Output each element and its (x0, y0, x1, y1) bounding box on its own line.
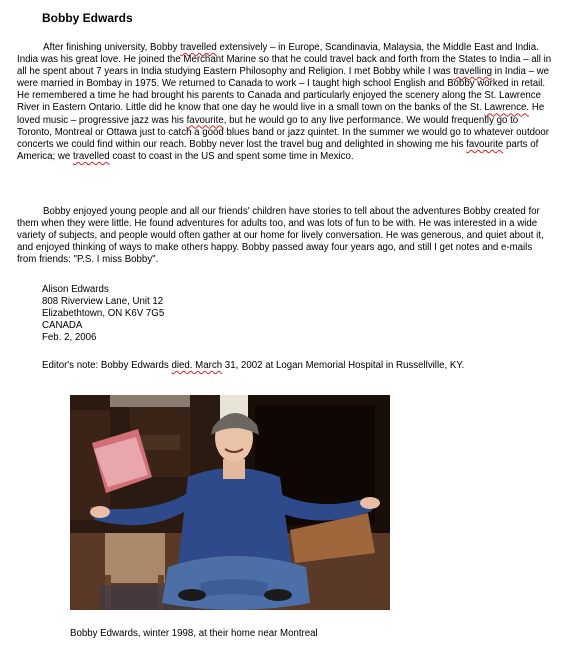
text-run: After finishing university, Bobby (43, 42, 181, 53)
paragraph-1 (17, 42, 553, 163)
text-run: Editor's note: Bobby Edwards (42, 360, 172, 371)
photo-caption: Bobby Edwards, winter 1998, at their home near Montreal (70, 628, 318, 639)
signature-date: Feb. 2, 2006 (42, 332, 97, 344)
signature-name: Alison Edwards (42, 284, 109, 295)
misspelled-word[interactable]: favourite (186, 114, 224, 126)
misspelled-word[interactable]: travelled (73, 150, 110, 162)
misspelled-word[interactable]: travelled (180, 42, 217, 53)
text-run: parts of America; we (17, 138, 539, 162)
text-run: , but he would go to any live performance. We would frequently go to Toronto, Montreal or Ottawa just to catch a good blues band or jazz quintet. In the summer we would go to whatever outdoor concerts we could find within our reach. Bobby never lost the travel bug and delighted in showing me his (17, 114, 550, 150)
text-run: extensively – in Europe, Scandinavia, Malaysia, the Middle East and India. India was his great love. He joined the Merchant Marine so that he could travel back and forth from the States to India – all in all he spent about 7 years in India studying Eastern Philosophy and Religion. I met Bobby while I was (17, 42, 552, 78)
photo-illustration (70, 395, 390, 610)
misspelled-word[interactable]: travelling (453, 66, 492, 78)
text-run: Bobby enjoyed young people and all our friends' children have stories to tell about the adventures Bobby created for them when they were little. He found adventures for adults too, and was lots of fun to be with. He was interested in a wide variety of subjects, and people would often gather at our home for lively conversation. He was generous, and quiet about it, and enjoyed thinking of ways to make others happy. Bobby passed away four years ago, and still I get notes and e-mails from friends: "P.S. I miss Bobby". (17, 206, 544, 266)
text-run: in India – we were married in Bombay in 1975. We returned to Canada to work – I taught high school English and Bobby worked in retail. He remembered a time he had brought his parents to Canada and particularly enjoyed the scenery along the St. Lawrence River in Eastern Ontario. Little did he know that one day he would live in a small town on the banks of the St. (17, 66, 550, 114)
misspelled-word[interactable]: Lawrence. (484, 102, 530, 114)
text-run: coast to coast in the US and spent some time in Mexico. (109, 150, 354, 162)
text-run: 31, 2002 at Logan Memorial Hospital in Russellville, KY. (222, 360, 465, 371)
paragraph-2 (17, 206, 553, 266)
editor-note (42, 360, 464, 372)
text-run: He loved music – progressive jazz was his (17, 102, 545, 126)
signature-country: CANADA (42, 320, 83, 332)
signature-street: 808 Riverview Lane, Unit 12 (42, 296, 164, 308)
signature-city: Elizabethtown, ON K6V 7G5 (42, 308, 165, 320)
misspelled-word[interactable]: died. March (171, 360, 223, 371)
misspelled-word[interactable]: favourite (466, 138, 504, 150)
photo (70, 395, 390, 610)
document-title: Bobby Edwards (42, 11, 133, 25)
signature-block (42, 284, 164, 344)
